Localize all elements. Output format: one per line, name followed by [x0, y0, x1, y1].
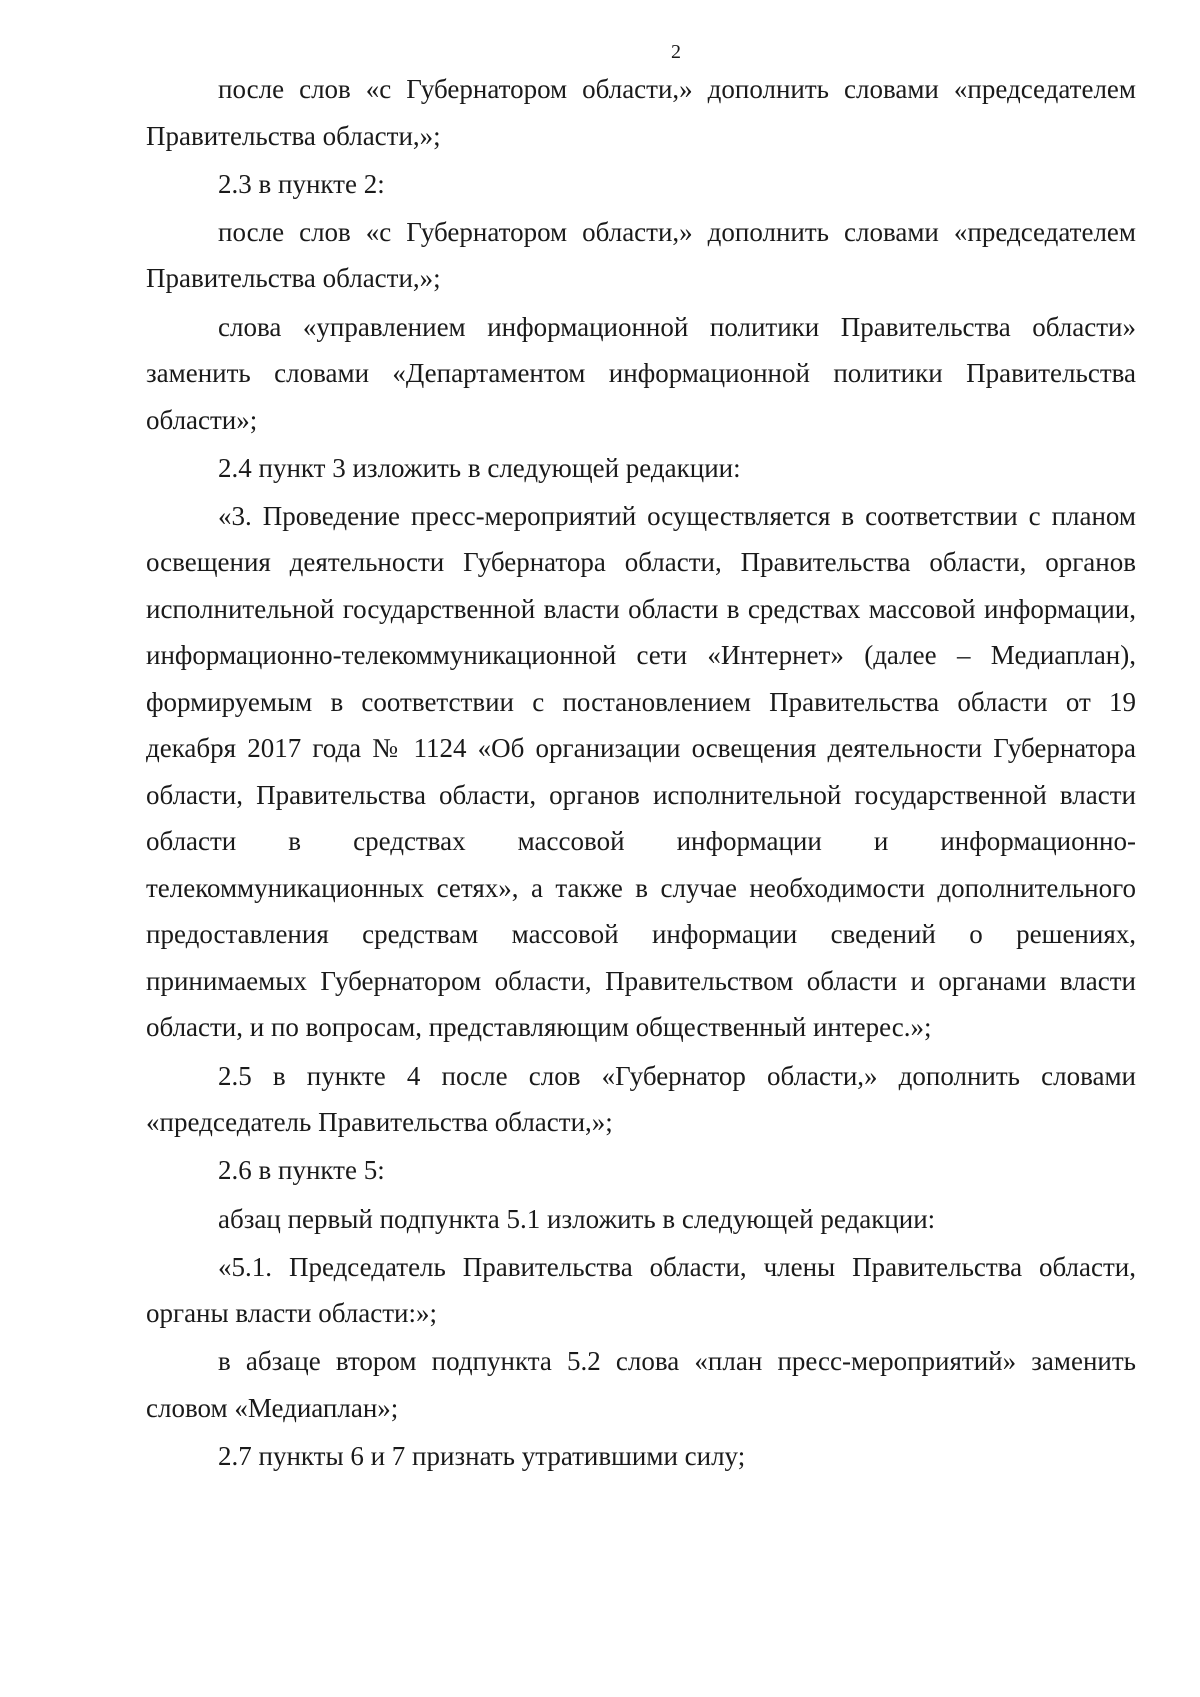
paragraph: 2.6 в пункте 5: [218, 1155, 385, 1186]
document-body [146, 66, 1136, 1480]
paragraph: «3. Проведение пресс-мероприятий осуществляется в соответствии с планом освещения деятельности Губернатора области, Правительства области, органов исполнительной государственной власти области в средствах массовой информации, информационно-телекоммуникационной сети «Интернет» (далее – Медиаплан), формируемым в соответствии с постановлением Правительства области от 19 декабря 2017 года № 1124 «Об организации освещения деятельности Губернатора области, Правительства области, органов исполнительной государственной власти области в средствах массовой информации и информационно-телекоммуникационных сетях», а также в случае необходимости дополнительного предоставления средствам массовой информации сведений о решениях, принимаемых Губернатором области, Правительством области и органами власти области, и по вопросам, представляющим общественный интерес.»; [146, 500, 1136, 1043]
paragraph: 2.5 в пункте 4 после слов «Губернатор области,» дополнить словами «председатель Правительства области,»; [146, 1060, 1136, 1138]
paragraph: 2.4 пункт 3 изложить в следующей редакции: [218, 452, 741, 483]
paragraph: после слов «с Губернатором области,» дополнить словами «председателем Правительства области,»; [146, 74, 1136, 151]
paragraph: 2.3 в пункте 2: [218, 168, 385, 199]
paragraph: 2.7 пункты 6 и 7 признать утратившими силу; [218, 1441, 746, 1472]
paragraph: абзац первый подпункта 5.1 изложить в следующей редакции: [218, 1203, 936, 1234]
paragraph: в абзаце втором подпункта 5.2 слова «план пресс-мероприятий» заменить словом «Медиаплан»; [146, 1346, 1136, 1423]
paragraph: «5.1. Председатель Правительства области, члены Правительства области, органы власти области:»; [146, 1251, 1136, 1329]
page-number: 2 [671, 41, 681, 63]
paragraph: после слов «с Губернатором области,» дополнить словами «председателем Правительства области,»; [146, 216, 1136, 294]
paragraph: слова «управлением информационной политики Правительства области» заменить словами «Департаментом информационной политики Правительства области»; [146, 311, 1136, 435]
